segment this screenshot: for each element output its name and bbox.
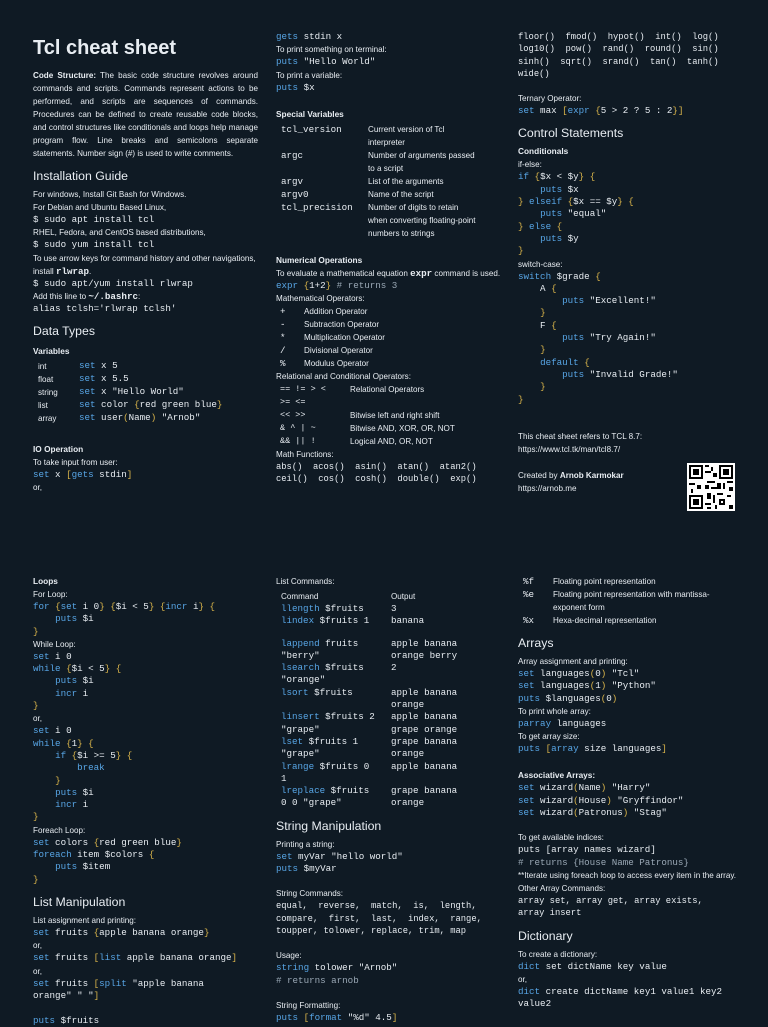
listcmd: lsearch $fruits "orange" <box>281 662 364 686</box>
column-2-top <box>276 31 501 486</box>
list-code-3: set fruits [split "apple banana orange" " "] <box>33 977 204 1001</box>
str-cmds-list: equal, reverse, match, is, length, compare, first, last, index, range, toupper, tolower, replace, trim, map <box>276 901 482 936</box>
list-code-1: set fruits {apple banana orange} <box>33 926 210 938</box>
str-usage-label: Usage: <box>276 951 302 961</box>
listcmd-output: banana <box>391 615 425 627</box>
rel-row <box>276 435 501 448</box>
special-row <box>276 175 501 188</box>
column-2-bottom <box>276 575 501 1024</box>
listcmd: lset $fruits 1 "grape" <box>281 735 359 760</box>
other-array-label: Other Array Commands: <box>518 883 606 893</box>
listcmd: lreplace $fruits 0 0 "grape" <box>281 785 370 809</box>
listcmd: lrange $fruits 0 1 <box>281 760 370 784</box>
author-name: Arnob Karmokar <box>559 470 624 480</box>
qr-code <box>687 463 735 511</box>
listcmd-row <box>276 687 501 712</box>
special-var: tcl_precision <box>281 201 353 213</box>
format-desc: Floating point representation with mantissa-exponent form <box>553 590 710 612</box>
author-link[interactable]: https://arnob.me <box>518 483 577 493</box>
format-spec: %e <box>523 589 535 600</box>
numops-text-a: To evaluate a mathematical equation <box>276 268 411 278</box>
strmanip-heading: String Manipulation <box>276 818 382 833</box>
rlwrap-period: . <box>89 266 92 276</box>
install-code-1: $ sudo apt install tcl <box>33 214 155 225</box>
op-symbol: % <box>280 358 286 370</box>
rel-symbol: && || ! <box>280 436 316 447</box>
expr-keyword: expr <box>410 267 433 279</box>
install-text-rlwrap <box>33 252 258 278</box>
ternary-label: Ternary Operator: <box>518 94 582 104</box>
op-desc: Multiplication Operator <box>304 333 385 343</box>
install-text-bashrc <box>33 290 258 303</box>
datatype-name: list <box>38 401 48 411</box>
listcmd-row <box>276 638 501 663</box>
rel-desc: Bitwise left and right shift <box>350 411 440 421</box>
list-or-1: or, <box>33 941 42 951</box>
listcmd-output: 3 <box>391 603 397 614</box>
math-func-3: floor() fmod() hypot() int() log() log10() pow() rand() round() sin() sinh() sqrt() srand() tan() tanh() wide() <box>518 32 719 79</box>
while-or: or, <box>33 714 42 724</box>
op-desc: Subtraction Operator <box>304 320 380 330</box>
op-symbol: + <box>280 306 286 318</box>
listcmd-output: grape banana orange <box>391 735 458 760</box>
control-heading: Control Statements <box>518 126 624 141</box>
special-table <box>276 123 501 240</box>
op-row <box>276 318 501 331</box>
str-format-code: puts [format "%d" 4.5] <box>276 1011 398 1023</box>
array-print-code: parray languages <box>518 717 607 729</box>
listcmds-heading: List Commands: <box>276 577 335 586</box>
listcmd-row <box>276 785 501 810</box>
ref-text: This cheat sheet refers to TCL 8.7: <box>518 431 643 441</box>
indices-comment: # returns {House Name Patronus} <box>518 856 689 868</box>
dict-code-2: dict create dictName key1 value1 key2 value2 <box>518 985 723 1010</box>
assoc-heading: Associative Arrays: <box>518 770 596 781</box>
datatype-row <box>33 386 258 399</box>
code-structure-text: The basic code structure revolves around commands and scripts. Commands represent actions to be performed, and scripts are sequences of commands. Procedures can be defined to create reusable code blocks, and control structures like conditionals and loops help manage program flow. Line breaks and semicolons separate statements. Number sign (#) is used to write comments. <box>33 71 258 158</box>
listcmd-output: apple banana grape orange <box>391 711 458 735</box>
rel-row <box>276 383 501 409</box>
array-print-label: To print whole array: <box>518 706 591 716</box>
expr-code: expr {1+2} # returns 3 <box>276 279 398 291</box>
math-ops-label: Mathematical Operators: <box>276 294 365 304</box>
datatype-row <box>33 373 258 386</box>
puts-var-code: puts $x <box>276 81 315 93</box>
str-usage-code: string tolower "Arnob" <box>276 962 398 974</box>
for-code: for {set i 0} {$i < 5} {incr i} { puts $i } <box>33 601 216 637</box>
install-text-rhel: RHEL, Fedora, and CentOS based distributions, <box>33 228 206 238</box>
datatypes-table <box>33 360 258 425</box>
datatype-code: set x "Hello World" <box>79 386 184 398</box>
listcmd-row <box>276 711 501 736</box>
rel-symbol: << >> <box>280 410 306 421</box>
column-3-top <box>518 31 743 495</box>
numops-text <box>276 267 501 280</box>
format-spec: %f <box>523 576 535 587</box>
listcmd-output: grape banana orange <box>391 785 458 809</box>
list-code-4: puts $fruits <box>33 1015 100 1027</box>
format-desc: Hexa-decimal representation <box>553 616 657 625</box>
op-desc: Addition Operator <box>304 307 368 317</box>
array-assign-label: Array assignment and printing: <box>518 657 628 666</box>
listcmd: linsert $fruits 2 "grape" <box>281 711 375 735</box>
str-print-label: Printing a string: <box>276 839 335 849</box>
listcmd-output: 2 <box>391 662 397 674</box>
rel-desc: Logical AND, OR, NOT <box>350 437 433 447</box>
iterate-note: **Iterate using foreach loop to access every item in the array. <box>518 870 737 880</box>
install-code-3: $ sudo apt/yum install rlwrap <box>33 277 193 289</box>
math-ops-table <box>276 305 501 370</box>
rlwrap-name: rlwrap <box>55 265 90 277</box>
ifelse-label: if-else: <box>518 160 542 170</box>
special-row <box>276 149 501 175</box>
math-func-2: ceil() cos() cosh() double() exp() <box>276 474 477 485</box>
format-row <box>518 588 743 614</box>
indices-label: To get available indices: <box>518 833 604 843</box>
numops-heading: Numerical Operations <box>276 254 363 265</box>
listcmds-table <box>276 603 501 810</box>
datatypes-heading: Data Types <box>33 324 95 339</box>
op-row <box>276 357 501 370</box>
op-symbol: * <box>280 332 286 344</box>
rel-ops-table <box>276 383 501 448</box>
special-row <box>276 188 501 201</box>
rel-row <box>276 422 501 435</box>
print-var-text: To print a variable: <box>276 70 343 80</box>
install-code-4: alias tclsh='rlwrap tclsh' <box>33 302 177 314</box>
listcmd-output: apple banana orange berry <box>391 637 458 661</box>
str-cmds-label: String Commands: <box>276 889 344 899</box>
arrays-heading: Arrays <box>518 636 554 650</box>
special-var: tcl_version <box>281 123 342 135</box>
op-row <box>276 344 501 357</box>
op-symbol: / <box>280 345 286 357</box>
io-text: To take input from user: <box>33 458 118 468</box>
special-var: argv <box>281 175 304 187</box>
datatype-code: set user(Name) "Arnob" <box>79 412 201 424</box>
datatype-row <box>33 360 258 373</box>
op-desc: Modulus Operator <box>304 359 369 369</box>
math-func-label: Math Functions: <box>276 450 334 460</box>
list-code-2: set fruits [list apple banana orange] <box>33 952 238 964</box>
page-title: Tcl cheat sheet <box>33 37 177 59</box>
loops-heading: Loops <box>33 576 58 586</box>
rel-symbol: & ^ | ~ <box>280 423 316 434</box>
listmanip-text: List assignment and printing: <box>33 915 137 925</box>
str-format-label: String Formatting: <box>276 1000 341 1010</box>
code-structure-label: Code Structure: <box>33 71 97 80</box>
listmanip-heading: List Manipulation <box>33 894 126 909</box>
created-by-label: Created by <box>518 470 560 480</box>
special-row <box>276 123 501 149</box>
special-heading: Special Variables <box>276 108 344 119</box>
str-usage-comment: # returns arnob <box>276 974 359 986</box>
io-or: or, <box>33 483 42 493</box>
datatype-row <box>33 399 258 412</box>
datatype-row <box>33 412 258 425</box>
op-symbol: - <box>280 319 286 331</box>
numops-text-c: command is used. <box>432 268 501 278</box>
column-1-top <box>33 35 258 494</box>
listcmds-header <box>276 590 501 603</box>
listcmds-col-output: Output <box>391 592 416 601</box>
switch-label: switch-case: <box>518 259 563 269</box>
listcmd-output: apple banana <box>391 760 458 772</box>
bashrc-text: Add this line to <box>33 291 89 301</box>
datatype-code: set color {red green blue} <box>79 399 223 411</box>
io-heading: IO Operation <box>33 444 84 455</box>
listcmd-row <box>276 603 501 615</box>
datatype-code: set x 5.5 <box>79 373 129 385</box>
while-code-1: set i 0 while {$i < 5} { puts $i incr i } <box>33 650 122 712</box>
str-print-code: set myVar "hello world" puts $myVar <box>276 850 403 875</box>
gets-code: gets stdin x <box>276 31 343 42</box>
ifelse-code: if {$x < $y} { puts $x } elseif {$x == $y} { puts "equal" } else { puts $y } <box>518 171 634 257</box>
switch-code: switch $grade { A { puts "Excellent!" } F { puts "Try Again!" } default { puts "Invalid Grade!" } } <box>518 270 678 405</box>
while-label: While Loop: <box>33 639 76 649</box>
bashrc-path: ~/.bashrc <box>88 290 138 302</box>
format-row <box>518 614 743 627</box>
listcmd-row <box>276 761 501 786</box>
install-line-1: For windows, Install Git Bash for Windows. <box>33 190 187 199</box>
list-or-2: or, <box>33 966 42 976</box>
dict-create-label: To create a dictionary: <box>518 949 598 959</box>
install-code-2: $ sudo yum install tcl <box>33 239 155 251</box>
assoc-code: set wizard(Name) "Harry" set wizard(House) "Gryffindor" set wizard(Patronus) "Stag" <box>518 782 684 819</box>
listcmd: llength $fruits <box>281 603 364 614</box>
listcmds-col-command: Command <box>281 592 319 601</box>
listcmd: lsort $fruits <box>281 686 353 698</box>
special-desc: Name of the script <box>368 189 434 199</box>
puts-code: puts "Hello World" <box>276 56 376 68</box>
for-label: For Loop: <box>33 590 68 599</box>
listcmd-row <box>276 736 501 761</box>
special-desc: Number of digits to retain when converting floating-point numbers to strings <box>368 202 476 238</box>
listcmd-row <box>276 662 501 687</box>
code-structure <box>33 69 258 160</box>
foreach-code: set colors {red green blue} foreach item $colors { puts $item } <box>33 836 182 885</box>
op-row <box>276 305 501 318</box>
listcmd-row <box>276 615 501 627</box>
array-assign-code: set languages(0) "Tcl" set languages(1) "Python" puts $languages(0) <box>518 668 656 704</box>
install-heading: Installation Guide <box>33 169 129 183</box>
format-row <box>518 575 743 588</box>
rel-desc: Relational Operators <box>350 385 425 395</box>
ternary-code: set max [expr {5 > 2 ? 5 : 2}] <box>518 105 684 117</box>
column-1-bottom <box>33 575 258 1027</box>
conditionals-heading: Conditionals <box>518 146 569 157</box>
special-desc: List of the arguments <box>368 176 444 186</box>
dict-heading: Dictionary <box>518 928 573 943</box>
rel-desc: Bitwise AND, XOR, OR, NOT <box>350 424 455 434</box>
format-table <box>518 575 743 627</box>
op-desc: Divisional Operator <box>304 346 373 356</box>
datatype-code: set x 5 <box>79 360 118 372</box>
special-var: argv0 <box>281 188 309 200</box>
while-code-2: set i 0 while {1} { if {$i >= 5} { break } puts $i incr i } <box>33 725 133 823</box>
datatype-name: string <box>38 388 58 398</box>
datatype-name: float <box>38 375 54 385</box>
ref-link[interactable]: https://www.tcl.tk/man/tcl8.7/ <box>518 444 621 454</box>
dict-code-1: dict set dictName key value <box>518 960 667 972</box>
special-row <box>276 201 501 240</box>
other-array-code: array set, array get, array exists, array insert <box>518 895 703 919</box>
format-desc: Floating point representation <box>553 577 656 586</box>
listcmd: lappend fruits "berry" <box>281 637 359 661</box>
array-size-label: To get array size: <box>518 732 580 742</box>
rel-row <box>276 409 501 422</box>
datatype-name: int <box>38 362 47 372</box>
special-desc: Current version of Tcl interpreter <box>368 124 445 147</box>
print-text: To print something on terminal: <box>276 45 387 55</box>
rlwrap-text: To use arrow keys for command history and other navigations, install <box>33 253 256 276</box>
listcmd: lindex $fruits 1 <box>281 615 370 627</box>
math-func-1: abs() acos() asin() atan() atan2() <box>276 462 477 473</box>
install-line-2: For Debian and Ubuntu Based Linux, <box>33 203 167 212</box>
format-spec: %x <box>523 615 535 626</box>
special-desc: Number of arguments passed to a script <box>368 150 475 173</box>
datatype-name: array <box>38 414 57 424</box>
foreach-label: Foreach Loop: <box>33 825 86 835</box>
bashrc-colon: : <box>137 291 141 301</box>
listcmd-output: apple banana orange <box>391 686 458 711</box>
indices-code: puts [array names wizard] <box>518 844 656 856</box>
op-row <box>276 331 501 344</box>
special-var: argc <box>281 149 304 161</box>
array-size-code: puts [array size languages] <box>518 743 667 755</box>
dict-or: or, <box>518 974 527 984</box>
column-3-bottom <box>518 575 743 1010</box>
rel-ops-label: Relational and Conditional Operators: <box>276 372 411 382</box>
rel-symbol: == != > < >= <= <box>280 384 326 408</box>
variables-subheading: Variables <box>33 346 70 357</box>
io-code: set x [gets stdin] <box>33 469 133 481</box>
